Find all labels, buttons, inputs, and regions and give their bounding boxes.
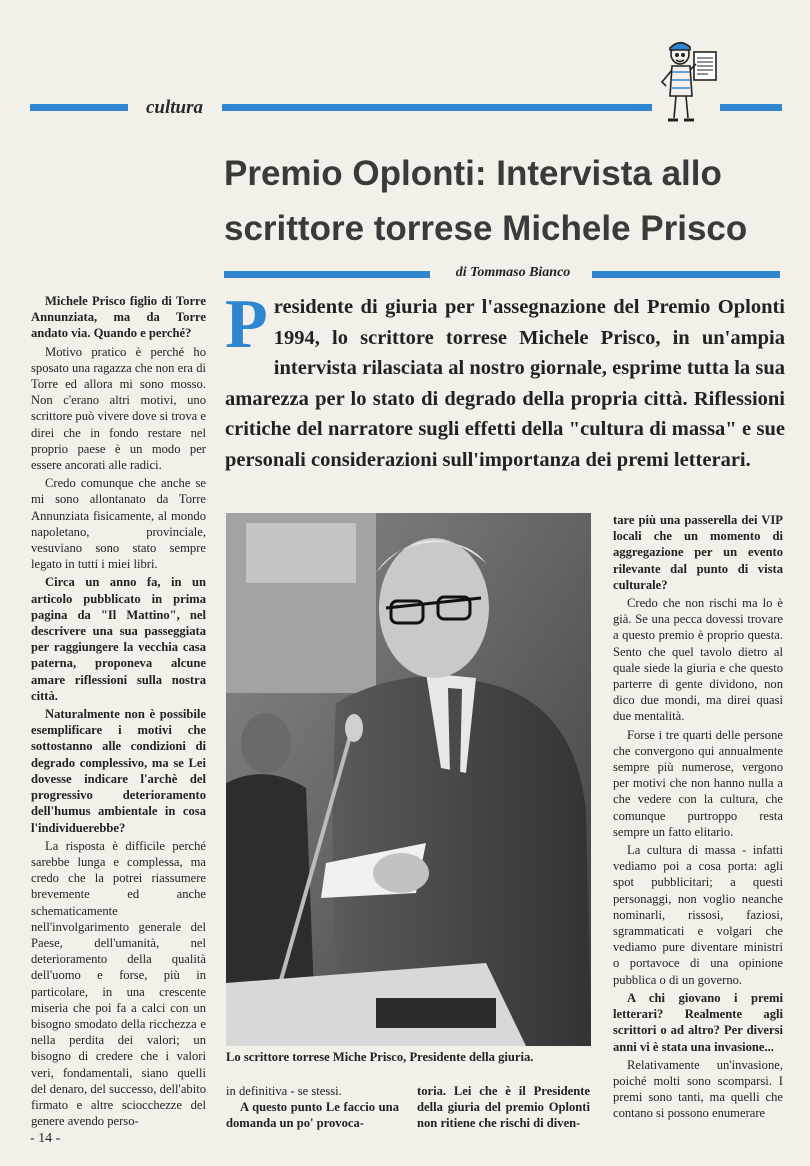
middle-column-2 (417, 1083, 590, 1132)
right-column (613, 512, 783, 1124)
header-rule-left (30, 104, 128, 111)
interview-question: A questo punto Le faccio una domanda un po' provoca- (226, 1100, 399, 1131)
page-number: - 14 - (30, 1131, 61, 1146)
section-label: cultura (146, 97, 204, 118)
interview-answer: Forse i tre quarti delle persone che convergono qui annualmente sempre più numerose, vergono per motivi che non hanno nulla a che vedere con la cultura, che comunque purtroppo resta sempre un fatto elitario. (613, 727, 783, 839)
left-column (31, 293, 206, 1131)
lead-text: residente di giuria per l'assegnazione del Premio Oplonti 1994, lo scrittore torrese Michele Prisco, in un'ampia intervista rilasciata al nostro giornale, esprime tutta la sua amarezza per lo stato di degrado della propria città. Riflessioni critiche del narratore sugli effetti della "cultura di massa" e sue personali considerazioni sull'importanza dei premi letterari. (225, 296, 785, 471)
lead-paragraph (225, 286, 785, 475)
photo-caption: Lo scrittore torrese Miche Prisco, Presidente della giuria. (226, 1050, 534, 1064)
interview-question: tare più una passerella dei VIP locali che un momento di aggregazione per un evento rilevante dal punto di vista culturale? (613, 513, 783, 592)
article-title: Premio Oplonti: Intervista allo scrittore torrese Michele Prisco (224, 154, 748, 248)
interview-answer: in definitiva - se stessi. (226, 1084, 342, 1098)
middle-column-1 (226, 1083, 399, 1132)
interview-answer: Relativamente un'invasione, poiché molti sono scomparsi. I premi sono tanti, ma quelli che contano si possono enumerare (613, 1057, 783, 1121)
author-photo (226, 513, 591, 1046)
byline: di Tommaso Bianco (455, 265, 571, 280)
interview-answer: Credo che non rischi ma lo è già. Se una pecca dovessi trovare a questo premio è proprio questa. Sento che quel tavolo dietro al quale siede la giuria e che questo parterre di gente dividono, non dico due mondi, ma direi quasi due mentalità. (613, 596, 783, 724)
byline-rule-right (592, 271, 780, 278)
interview-answer: La cultura di massa - infatti vediamo poi a cosa porta: agli spot pubblicitari; a questi personaggi, non voglio neanche nominarli, rissosi, faziosi, sgrammaticati e volgari che vediamo pure diventare ministri o portavoce di una opinione pubblica o di un governo. (613, 843, 783, 987)
header-rule-end (720, 104, 782, 111)
interview-answer: Credo comunque che anche se mi sono allontanato da Torre Annunziata fisicamente, al mondo napoletano, provinciale, vesuviano sono stato sempre legato in tutti i miei libri. (31, 476, 206, 572)
newspaper-boy-icon (656, 38, 720, 130)
byline-rule-left (224, 271, 430, 278)
interview-answer: La risposta è difficile perché sarebbe lunga e complessa, ma credo che la potrei riassumere brevemente ed anche schematicamente nell'involgarimento generale del Paese, dell'umanità, nel deterioramento della qualità dell'uomo e forse, più in particolare, in una crescente miseria che poi fa a calci con un bisogno smodato della ricchezza e nella perdita dei valori; un bisogno di credere che i valori veri, fondamentali, siano quelli del denaro, del successo, dell'abito firmato e altre sciocchezze del genere avendo perso- (31, 838, 206, 1129)
interview-question: Naturalmente non è possibile esemplificare i motivi che sottostanno alle condizioni di degrado complessivo, ma se Lei dovesse indicare l'archè del progressivo deterioramento dell'humus ambientale in cosa l'individuerebbe? (31, 707, 206, 835)
photo-illustration (226, 513, 591, 1046)
interview-question: Michele Prisco figlio di Torre Annunziata, ma da Torre andato via. Quando e perché? (31, 294, 206, 341)
header-rule-right (222, 104, 652, 111)
interview-question: toria. Lei che è il Presidente della giuria del premio Oplonti non ritiene che rischi di diven- (417, 1084, 590, 1131)
interview-question: Circa un anno fa, in un articolo pubblicato in prima pagina da "Il Mattino", nel descrivere una sua passeggiata per raggiungere la vecchia casa paterna, proponeva alcune amare riflessioni sulla nostra città. (31, 575, 206, 703)
drop-cap: P (225, 286, 268, 363)
interview-question: A chi giovano i premi letterari? Realmente agli scrittori o ad altro? Per diversi anni vi è stata una invasione... (613, 990, 783, 1054)
interview-answer: Motivo pratico è perché ho sposato una ragazza che non era di Torre ed allora mi sono mosso. Non c'erano altri motivi, uno scrittore può vivere dove si trova e direi che in fondo restare nel proprio paese è un modo per essere ancorati alle radici. (31, 344, 206, 473)
